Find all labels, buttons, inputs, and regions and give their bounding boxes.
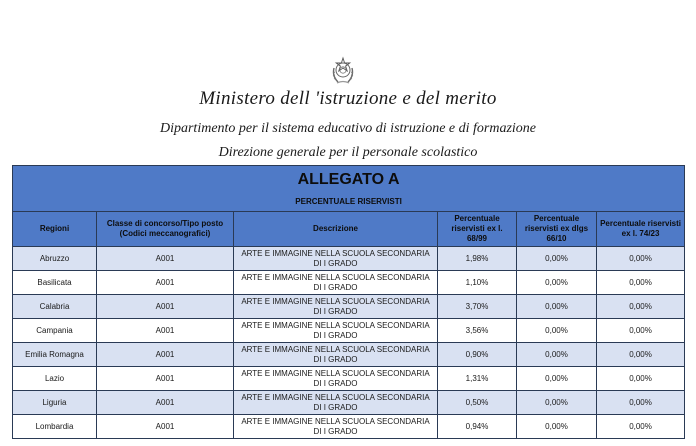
cell-regione: Calabria — [13, 295, 97, 319]
cell-perc-68-99: 0,50% — [438, 391, 517, 415]
cell-regione: Lombardia — [13, 415, 97, 439]
cell-perc-74-23: 0,00% — [597, 391, 685, 415]
cell-regione: Basilicata — [13, 271, 97, 295]
cell-descrizione: ARTE E IMMAGINE NELLA SCUOLA SECONDARIA DI I GRADO — [234, 367, 438, 391]
cell-classe: A001 — [97, 391, 234, 415]
table-row — [13, 271, 685, 295]
table-subtitle: PERCENTUALE RISERVISTI — [13, 191, 685, 212]
cell-perc-66-10: 0,00% — [517, 367, 597, 391]
cell-perc-68-99: 0,90% — [438, 343, 517, 367]
cell-perc-74-23: 0,00% — [597, 343, 685, 367]
table-title: ALLEGATO A — [13, 166, 685, 192]
cell-descrizione: ARTE E IMMAGINE NELLA SCUOLA SECONDARIA DI I GRADO — [234, 391, 438, 415]
cell-perc-68-99: 0,94% — [438, 415, 517, 439]
cell-classe: A001 — [97, 319, 234, 343]
header-descrizione: Descrizione — [234, 212, 438, 247]
department-name: Dipartimento per il sistema educativo di istruzione e di formazione — [159, 121, 537, 136]
cell-regione: Lazio — [13, 367, 97, 391]
cell-perc-74-23: 0,00% — [597, 295, 685, 319]
directorate-name: Direzione generale per il personale scolastico — [218, 145, 478, 160]
table-row — [13, 247, 685, 271]
cell-descrizione: ARTE E IMMAGINE NELLA SCUOLA SECONDARIA DI I GRADO — [234, 343, 438, 367]
cell-perc-74-23: 0,00% — [597, 271, 685, 295]
cell-perc-66-10: 0,00% — [517, 343, 597, 367]
header-regioni: Regioni — [13, 212, 97, 247]
cell-classe: A001 — [97, 367, 234, 391]
table-header-row — [13, 212, 685, 247]
cell-perc-66-10: 0,00% — [517, 271, 597, 295]
cell-perc-74-23: 0,00% — [597, 367, 685, 391]
cell-regione: Liguria — [13, 391, 97, 415]
cell-perc-74-23: 0,00% — [597, 247, 685, 271]
cell-perc-68-99: 3,56% — [438, 319, 517, 343]
table-row — [13, 319, 685, 343]
table-row — [13, 367, 685, 391]
table-row — [13, 415, 685, 439]
cell-perc-74-23: 0,00% — [597, 319, 685, 343]
cell-classe: A001 — [97, 415, 234, 439]
cell-perc-66-10: 0,00% — [517, 247, 597, 271]
cell-descrizione: ARTE E IMMAGINE NELLA SCUOLA SECONDARIA DI I GRADO — [234, 271, 438, 295]
cell-classe: A001 — [97, 295, 234, 319]
header-perc-74-23: Percentuale riservisti ex l. 74/23 — [597, 212, 685, 247]
ministry-name: Ministero dell 'istruzione e del merito — [199, 88, 497, 109]
header-perc-68-99: Percentuale riservisti ex l. 68/99 — [438, 212, 517, 247]
cell-descrizione: ARTE E IMMAGINE NELLA SCUOLA SECONDARIA DI I GRADO — [234, 247, 438, 271]
header-perc-66-10: Percentuale riservisti ex dlgs 66/10 — [517, 212, 597, 247]
cell-descrizione: ARTE E IMMAGINE NELLA SCUOLA SECONDARIA DI I GRADO — [234, 295, 438, 319]
cell-perc-68-99: 1,31% — [438, 367, 517, 391]
table-row — [13, 343, 685, 367]
table-row — [13, 391, 685, 415]
header-classe: Classe di concorso/Tipo posto (Codici meccanografici) — [97, 212, 234, 247]
cell-classe: A001 — [97, 343, 234, 367]
republic-emblem-icon — [330, 56, 356, 86]
cell-regione: Emilia Romagna — [13, 343, 97, 367]
cell-classe: A001 — [97, 271, 234, 295]
cell-descrizione: ARTE E IMMAGINE NELLA SCUOLA SECONDARIA DI I GRADO — [234, 319, 438, 343]
cell-classe: A001 — [97, 247, 234, 271]
table-row — [13, 295, 685, 319]
allegato-table — [12, 165, 684, 439]
cell-descrizione: ARTE E IMMAGINE NELLA SCUOLA SECONDARIA DI I GRADO — [234, 415, 438, 439]
cell-perc-74-23: 0,00% — [597, 415, 685, 439]
cell-perc-66-10: 0,00% — [517, 319, 597, 343]
cell-perc-66-10: 0,00% — [517, 295, 597, 319]
cell-perc-68-99: 3,70% — [438, 295, 517, 319]
cell-perc-66-10: 0,00% — [517, 415, 597, 439]
cell-perc-68-99: 1,98% — [438, 247, 517, 271]
cell-perc-66-10: 0,00% — [517, 391, 597, 415]
cell-regione: Campania — [13, 319, 97, 343]
cell-regione: Abruzzo — [13, 247, 97, 271]
cell-perc-68-99: 1,10% — [438, 271, 517, 295]
